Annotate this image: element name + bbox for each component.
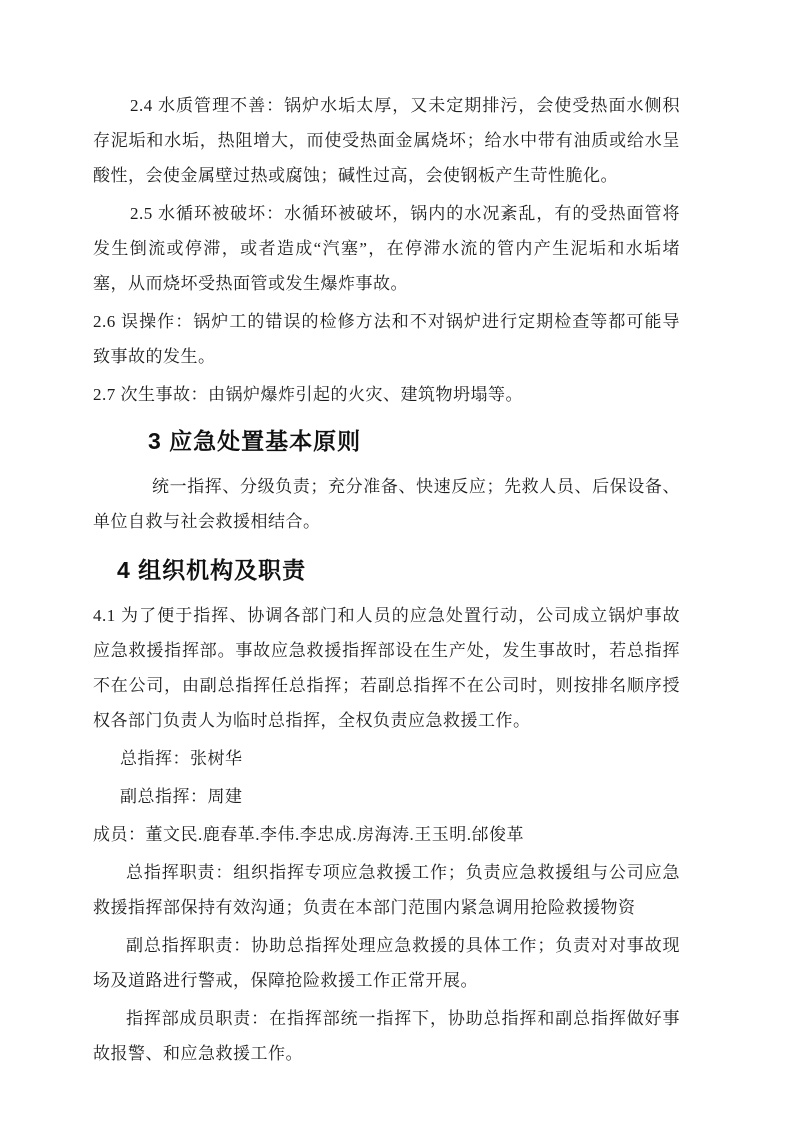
paragraph-chief-duties: 总指挥职责：组织指挥专项应急救援工作；负责应急救援组与公司应急救援指挥部保持有效沟通；负责在本部门范围内紧急调用抢险救援物资 bbox=[93, 863, 680, 917]
line-members: 成员：董文民.鹿春革.李伟.李忠成.房海涛.王玉明.邰俊革 bbox=[93, 825, 524, 844]
paragraph-member-duties: 指挥部成员职责：在指挥部统一指挥下，协助总指挥和副总指挥做好事故报警、和应急救援工作。 bbox=[93, 1009, 680, 1063]
section-heading-3: 3 应急处置基本原则 bbox=[148, 428, 362, 454]
line-deputy-commander: 副总指挥：周建 bbox=[120, 787, 243, 806]
line-chief-commander: 总指挥：张树华 bbox=[120, 749, 243, 768]
paragraph-deputy-duties: 副总指挥职责：协助总指挥处理应急救援的具体工作；负责对对事故现场及道路进行警戒，保障抢险救援工作正常开展。 bbox=[93, 936, 680, 990]
paragraph-2-5: 2.5 水循环被破坏：水循环被破坏，锅内的水况紊乱，有的受热面管将发生倒流或停滞，或者造成“汽塞”，在停滞水流的管内产生泥垢和水垢堵塞，从而烧坏受热面管或发生爆炸事故。 bbox=[93, 204, 680, 293]
document-content bbox=[93, 88, 680, 1074]
paragraph-2-6: 2.6 误操作：锅炉工的错误的检修方法和不对锅炉进行定期检查等都可能导致事故的发生。 bbox=[93, 312, 680, 366]
paragraph-2-4: 2.4 水质管理不善：锅炉水垢太厚，又未定期排污，会使受热面水侧积存泥垢和水垢，热阻增大，而使受热面金属烧坏；给水中带有油质或给水呈酸性，会使金属壁过热或腐蚀；碱性过高，会使钢板产生苛性脆化。 bbox=[93, 96, 680, 185]
paragraph-principles: 统一指挥、分级负责；充分准备、快速反应；先救人员、后保设备、单位自救与社会救援相结合。 bbox=[93, 477, 680, 531]
paragraph-2-7: 2.7 次生事故：由锅炉爆炸引起的火灾、建筑物坍塌等。 bbox=[93, 385, 523, 404]
section-heading-4: 4 组织机构及职责 bbox=[117, 557, 307, 583]
paragraph-4-1: 4.1 为了便于指挥、协调各部门和人员的应急处置行动，公司成立锅炉事故应急救援指挥部。事故应急救援指挥部设在生产处，发生事故时，若总指挥不在公司，由副总指挥任总指挥；若副总指挥不在公司时，则按排名顺序授权各部门负责人为临时总指挥，全权负责应急救援工作。 bbox=[93, 606, 680, 730]
